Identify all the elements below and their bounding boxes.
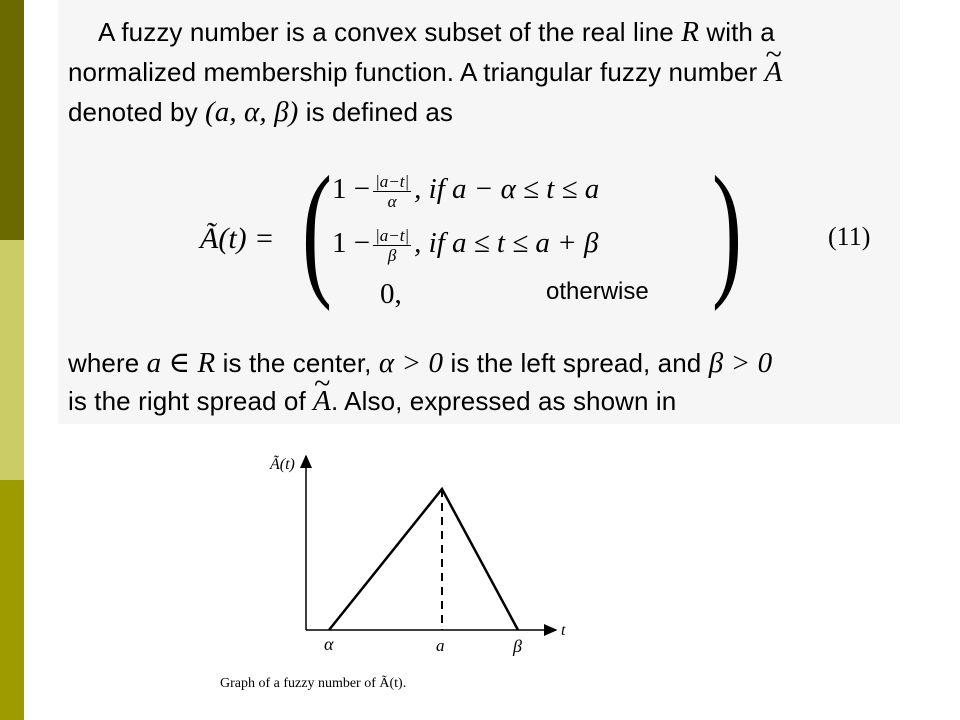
fuzzy-number-symbol: ~ A (765, 56, 783, 89)
center-a-label: a (436, 636, 445, 655)
intro-line-1 (98, 16, 775, 49)
row-3-condition: otherwise (546, 278, 649, 305)
triangular-tuple: (a, α, β) (205, 96, 299, 128)
row-1-fraction (373, 172, 411, 211)
row-1-numerator: |a−t| (375, 172, 410, 191)
right-spread-condition: β > 0 (708, 347, 773, 379)
equation-number: (11) (828, 222, 871, 251)
row-3-lead: 0, (380, 278, 402, 310)
equation-lhs-text: Ã(t) = (200, 222, 275, 255)
after-line-4-a: where (68, 348, 140, 378)
fuzzy-number-symbol-2: ~ A (313, 385, 331, 418)
intro-line-1-end: with a (706, 17, 775, 47)
intro-line-3-end: is defined as (305, 97, 454, 127)
accent-bar-middle (0, 240, 24, 480)
triangle-membership (329, 489, 518, 630)
alpha-label: α (324, 634, 334, 654)
row-2-denominator: β (387, 246, 397, 265)
x-axis-label: t (561, 622, 566, 639)
equation-row-3-lead (380, 278, 402, 311)
after-line-5-a: is the right spread of (68, 386, 306, 416)
row-1-lead: 1 − (332, 173, 371, 206)
equation-left-paren: ( (302, 146, 332, 312)
after-line-4 (68, 345, 772, 380)
row-2-numerator: |a−t| (375, 226, 410, 245)
intro-line-3-start: denoted by (68, 97, 198, 127)
real-line-symbol: R (681, 16, 700, 48)
intro-line-2 (68, 56, 782, 89)
after-line-4-c: is the left spread, and (450, 348, 702, 378)
beta-label: β (513, 636, 522, 656)
graph-caption: Graph of a fuzzy number of Ã(t). (220, 676, 407, 691)
equation-row-1 (332, 172, 599, 211)
after-line-5-b: . Also, expressed as shown in (330, 386, 677, 416)
accent-bar-top (0, 0, 24, 240)
intro-line-3 (68, 96, 453, 129)
row-1-condition: , if a − α ≤ t ≤ a (414, 173, 600, 206)
center-condition: a ∈ R (146, 347, 216, 379)
row-2-condition: , if a ≤ t ≤ a + β (414, 227, 599, 260)
equation-row-2 (332, 226, 598, 265)
row-1-denominator: α (387, 192, 397, 211)
y-axis-label: Ã(t) (270, 456, 295, 473)
intro-line-1-text: A fuzzy number is a convex subset of the real line (98, 17, 674, 47)
row-2-lead: 1 − (332, 227, 371, 260)
equation-lhs (200, 222, 274, 256)
left-spread-condition: α > 0 (378, 347, 444, 379)
after-line-5 (68, 385, 676, 418)
row-2-fraction (373, 226, 411, 265)
after-line-4-b: is the center, (222, 348, 372, 378)
intro-line-2-text: normalized membership function. A triangular fuzzy number (68, 57, 758, 87)
equation-row-3-condition (546, 278, 649, 306)
accent-bar-bottom (0, 480, 24, 720)
equation-right-paren: ) (712, 146, 742, 312)
